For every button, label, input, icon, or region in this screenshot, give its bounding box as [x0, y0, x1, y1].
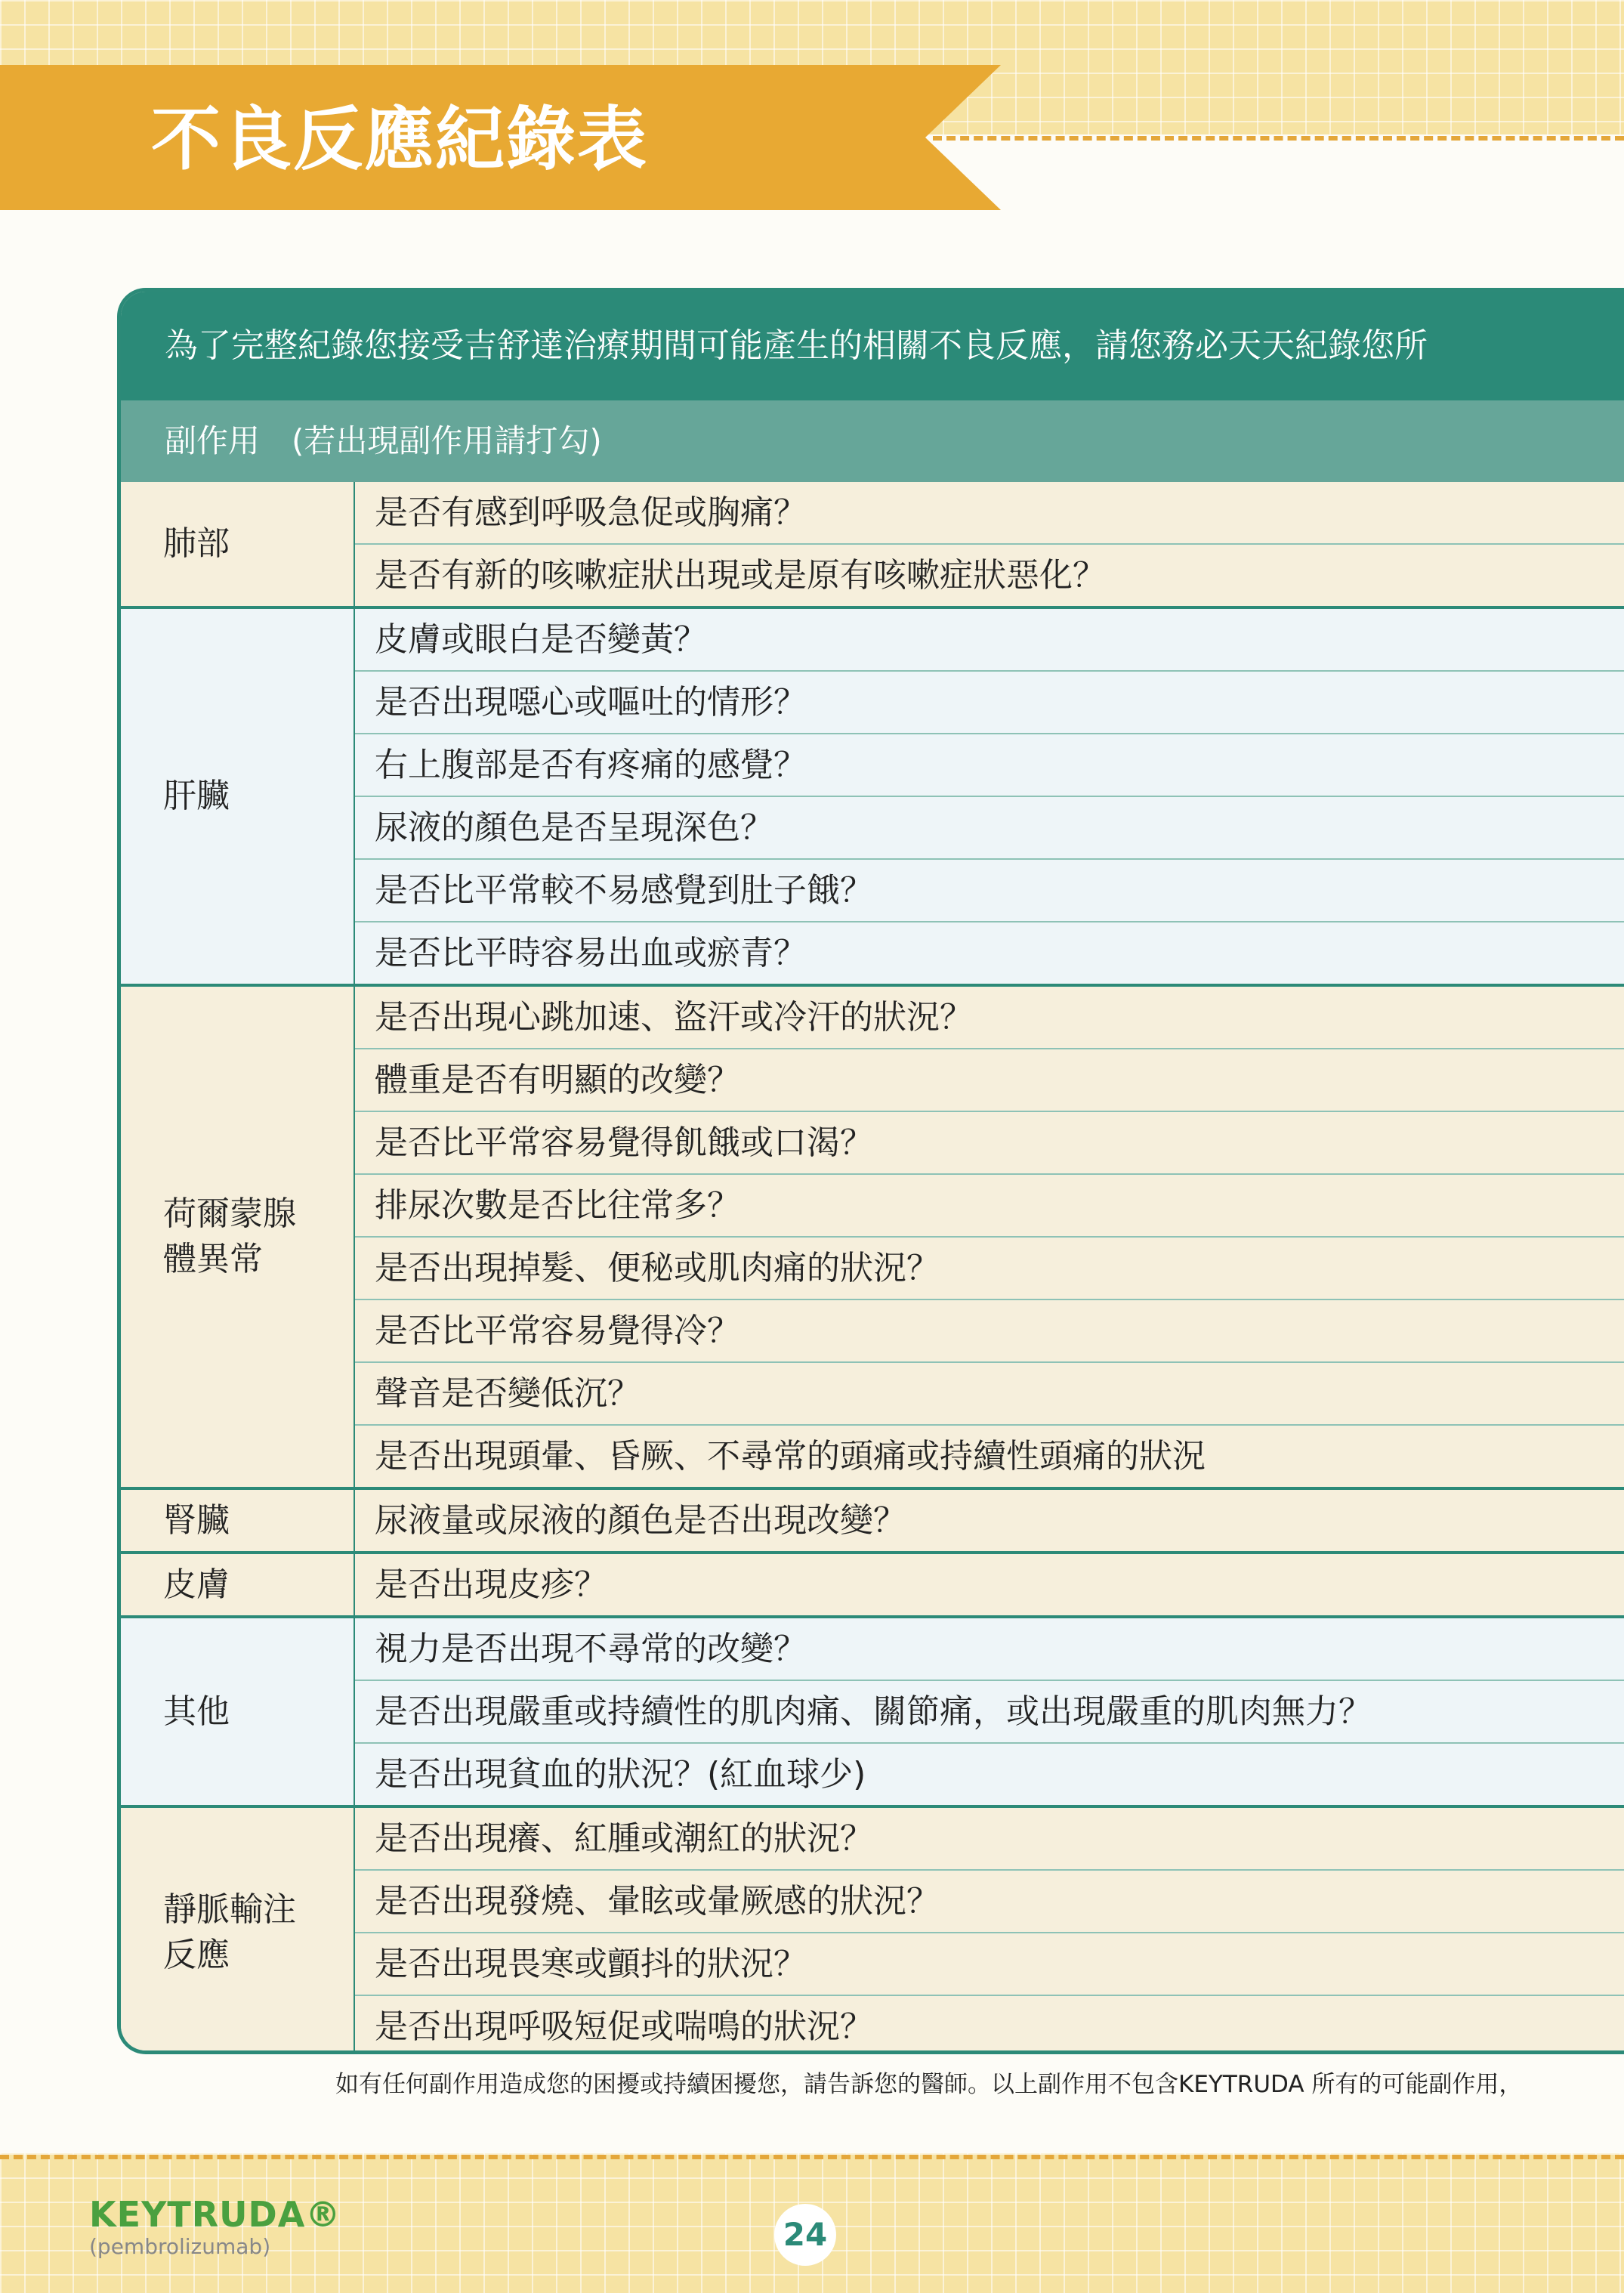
question-row: 體重是否有明顯的改變？ — [355, 1048, 1624, 1111]
question-row: 是否有感到呼吸急促或胸痛？ — [375, 493, 807, 532]
category-cell — [121, 1490, 355, 1551]
question-row: 聲音是否變低沉？ — [355, 1361, 1624, 1424]
question-list — [355, 1808, 1624, 2054]
question-row: 是否出現噁心或嘔吐的情形？ — [355, 670, 1624, 733]
question-row: 是否出現心跳加速、盜汗或冷汗的狀況？ — [375, 998, 973, 1037]
keytruda-logo — [89, 2195, 341, 2260]
question-row: 是否出現發燒、暈眩或暈厥感的狀況？ — [355, 1869, 1624, 1932]
question-list — [355, 1490, 1624, 1551]
question-list — [355, 1554, 1624, 1615]
question-row: 是否比平常較不易感覺到肚子餓？ — [355, 858, 1624, 921]
table-group — [121, 1487, 1624, 1551]
side-effect-table — [117, 288, 1624, 2054]
category-cell — [121, 1618, 355, 1805]
table-group — [121, 1551, 1624, 1615]
category-cell — [121, 987, 355, 1487]
question-row: 皮膚或眼白是否變黃？ — [375, 620, 707, 659]
table-group — [121, 984, 1624, 1487]
question-row: 是否比平常容易覺得飢餓或口渴？ — [355, 1111, 1624, 1173]
category-cell — [121, 609, 355, 984]
question-row: 右上腹部是否有疼痛的感覺？ — [355, 733, 1624, 796]
question-list — [355, 987, 1624, 1487]
question-row: 是否出現掉髮、便秘或肌肉痛的狀況？ — [355, 1236, 1624, 1299]
question-row: 是否出現呼吸短促或喘鳴的狀況？ — [355, 1995, 1624, 2054]
category-label: 肺部 — [163, 524, 230, 563]
category-label: 腎臟 — [163, 1500, 230, 1540]
question-row: 是否比平時容易出血或瘀青？ — [355, 921, 1624, 984]
table-group — [121, 1805, 1624, 2054]
table-group — [121, 606, 1624, 984]
question-list — [355, 482, 1624, 606]
category-label: 靜脈輸注 反應 — [163, 1890, 296, 1974]
question-row: 是否出現頭暈、昏厥、不尋常的頭痛或持續性頭痛的狀況 — [355, 1424, 1624, 1487]
intro-text: 為了完整紀錄您接受吉舒達治療期間可能產生的相關不良反應，請您務必天天紀錄您所 — [121, 292, 1624, 400]
category-label: 皮膚 — [163, 1565, 230, 1604]
table-body — [121, 482, 1624, 2054]
question-row: 排尿次數是否比往常多？ — [355, 1173, 1624, 1236]
category-label: 荷爾蒙腺 體異常 — [163, 1194, 296, 1278]
table-group — [121, 482, 1624, 606]
question-row: 是否出現嚴重或持續性的肌肉痛、關節痛，或出現嚴重的肌肉無力？ — [355, 1680, 1624, 1742]
question-row: 是否出現貧血的狀況？(紅血球少) — [355, 1742, 1624, 1805]
page-number: 24 — [774, 2204, 836, 2266]
logo-brand: KEYTRUDA® — [89, 2194, 341, 2235]
question-row: 是否比平常容易覺得冷？ — [355, 1299, 1624, 1361]
category-label: 其他 — [163, 1692, 230, 1731]
question-row: 是否出現癢、紅腫或潮紅的狀況？ — [375, 1819, 873, 1858]
table-header: 副作用 (若出現副作用請打勾) — [121, 400, 1624, 482]
logo-generic-name: (pembrolizumab) — [89, 2234, 271, 2259]
question-row: 視力是否出現不尋常的改變？ — [375, 1630, 807, 1668]
question-row: 尿液的顏色是否呈現深色？ — [355, 796, 1624, 858]
category-cell — [121, 1808, 355, 2054]
page-title: 不良反應紀錄表 — [151, 99, 649, 180]
question-row: 是否出現畏寒或顫抖的狀況？ — [355, 1932, 1624, 1995]
question-list — [355, 609, 1624, 984]
question-list — [355, 1618, 1624, 1805]
category-cell — [121, 1554, 355, 1615]
header-white-strip — [925, 134, 1624, 210]
header-dashed-divider — [933, 136, 1624, 141]
table-group — [121, 1615, 1624, 1805]
question-row: 是否有新的咳嗽症狀出現或是原有咳嗽症狀惡化？ — [355, 543, 1624, 606]
footer-dashed-divider — [0, 2155, 1624, 2159]
question-row: 尿液量或尿液的顏色是否出現改變？ — [375, 1501, 906, 1540]
footnote: 如有任何副作用造成您的困擾或持續困擾您，請告訴您的醫師。以上副作用不包含KEYTRUDA 所有的可能副作用， — [335, 2071, 1523, 2098]
category-cell — [121, 482, 355, 606]
category-label: 肝臟 — [163, 777, 230, 815]
question-row: 是否出現皮疹？ — [375, 1565, 607, 1604]
